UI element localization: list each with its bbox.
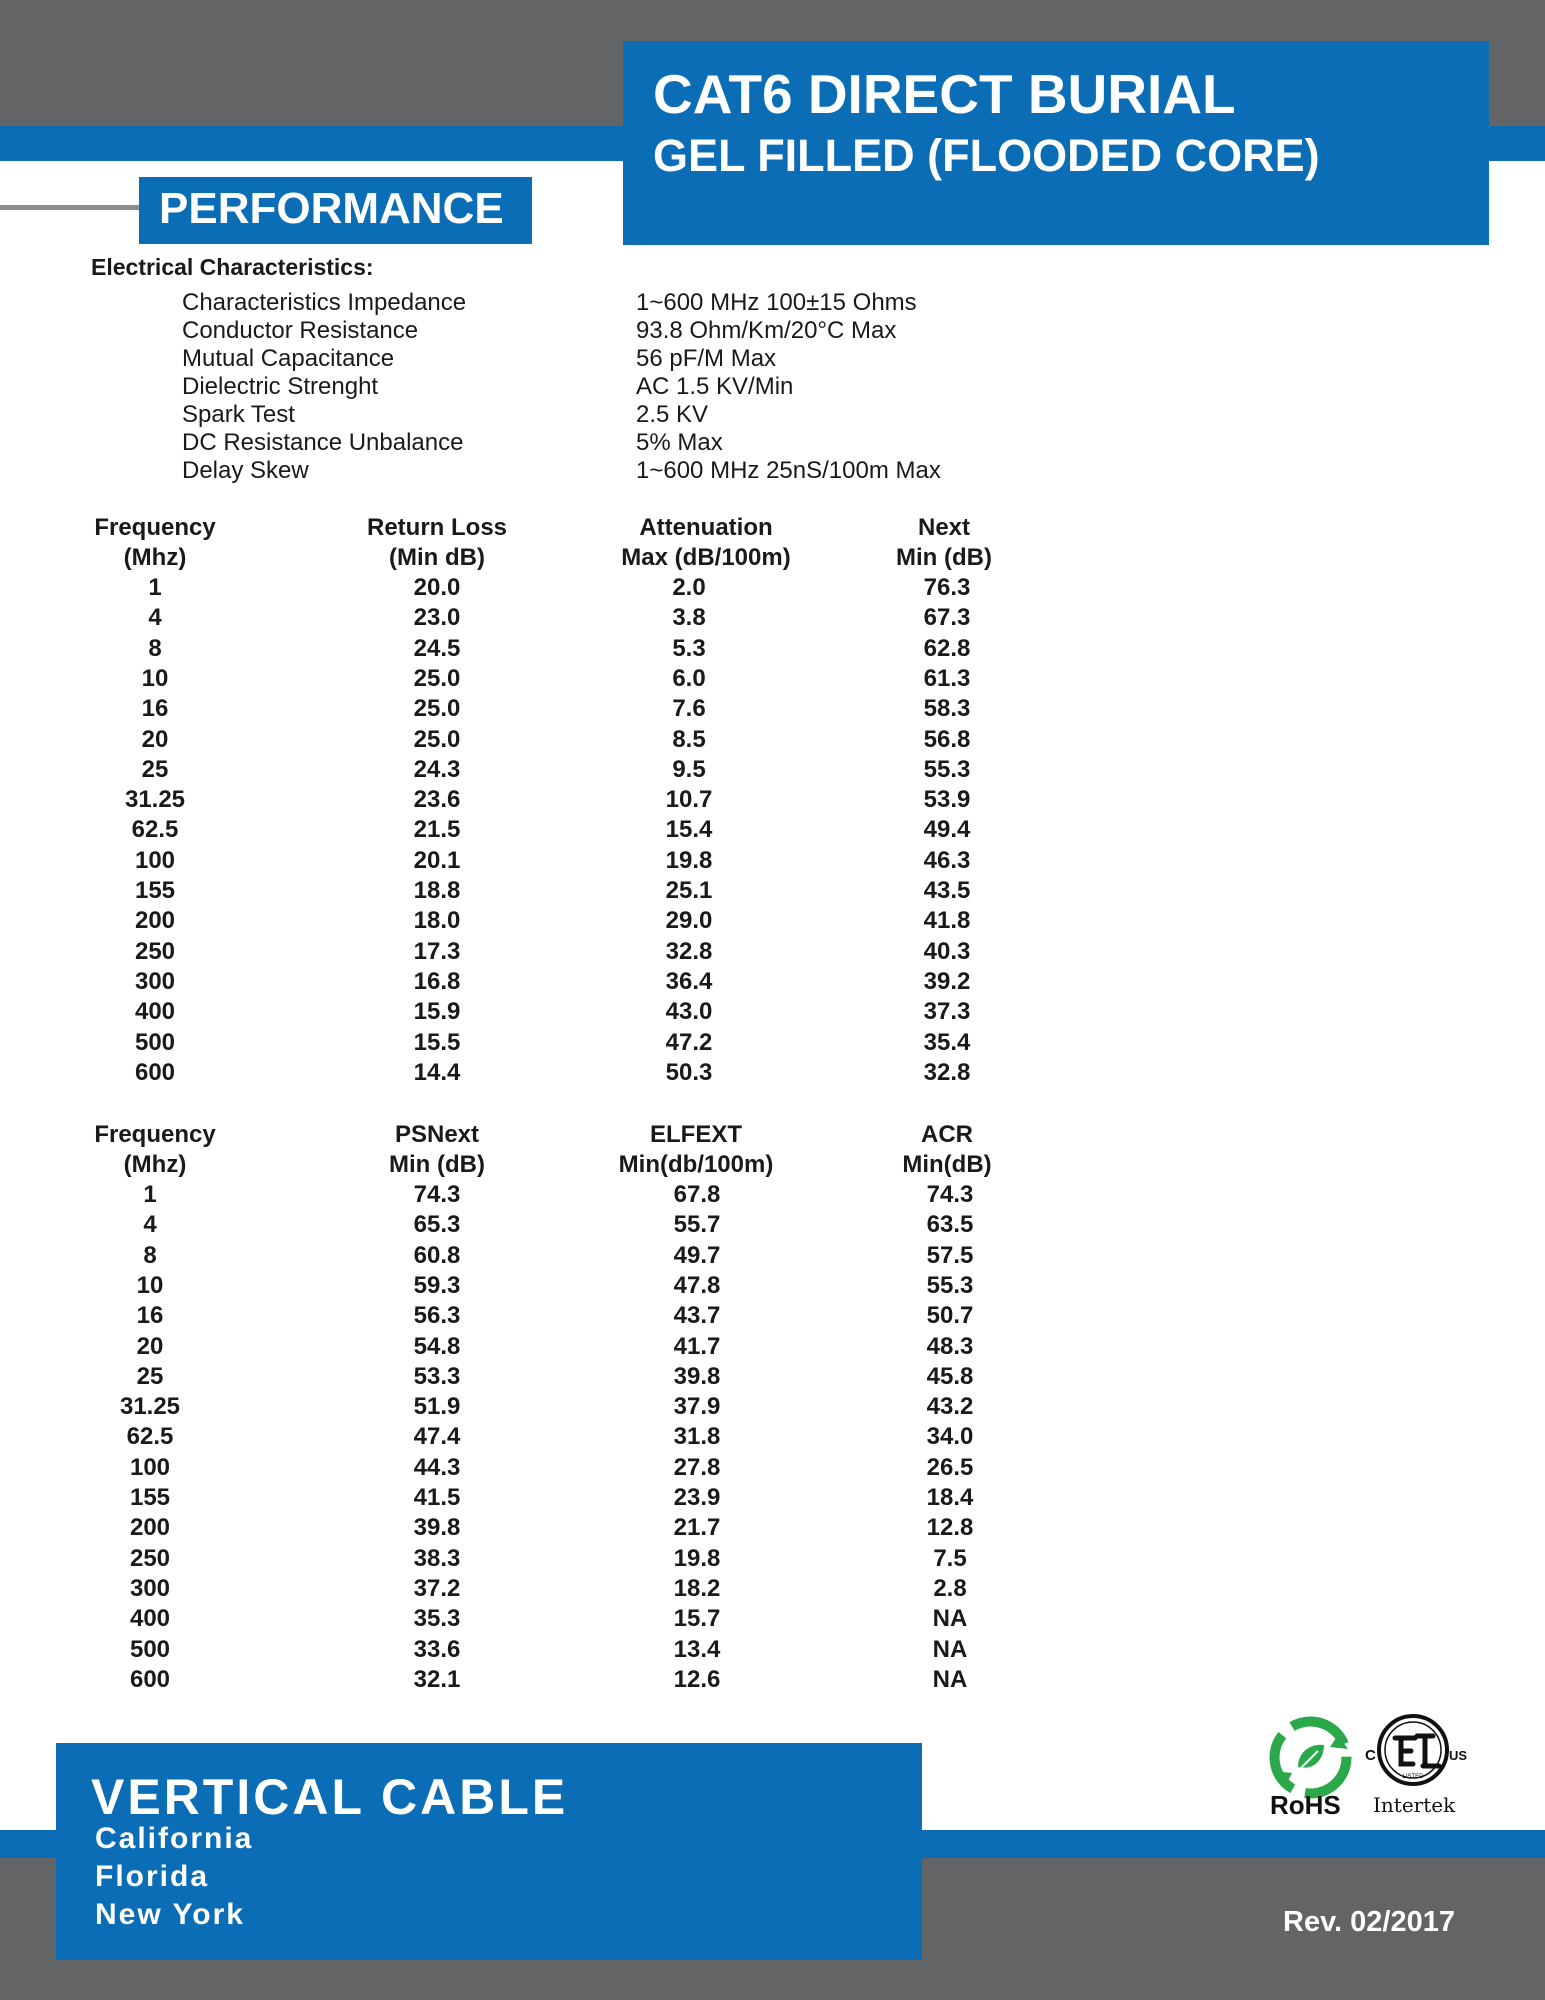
revision-label: Rev. 02/2017 — [1283, 1906, 1455, 1938]
table-cell: 55.7 — [673, 1211, 721, 1238]
table-cell: 60.8 — [413, 1242, 461, 1269]
table-cell: 67.3 — [923, 604, 971, 631]
table-cell: 2.8 — [933, 1575, 967, 1602]
table-cell: 155 — [129, 1484, 171, 1511]
table-cell: 25.0 — [413, 665, 461, 692]
table-cell: 53.9 — [923, 786, 971, 813]
table-cell: 38.3 — [413, 1545, 461, 1572]
table-cell: 250 — [134, 938, 176, 965]
table-cell: 20.1 — [413, 847, 461, 874]
table-cell: 155 — [134, 877, 176, 904]
table-cell: 49.4 — [923, 816, 971, 843]
table-cell: 67.8 — [673, 1181, 721, 1208]
table-cell: 27.8 — [673, 1454, 721, 1481]
column-header: Frequency — [94, 514, 216, 541]
table-cell: 47.4 — [413, 1423, 461, 1450]
table-cell: 53.3 — [413, 1363, 461, 1390]
spec-value: 5% Max — [636, 429, 723, 456]
electrical-heading: Electrical Characteristics: — [91, 254, 374, 280]
table-cell: 12.6 — [673, 1666, 721, 1693]
spec-name: Mutual Capacitance — [182, 345, 395, 372]
table-cell: 32.8 — [923, 1059, 971, 1086]
table-cell: 25.0 — [413, 726, 461, 753]
table-cell: 41.5 — [413, 1484, 461, 1511]
section-label: PERFORMANCE — [159, 184, 504, 233]
spec-name: Spark Test — [182, 401, 295, 428]
table-cell: 8 — [148, 635, 162, 662]
table-cell: 7.5 — [933, 1545, 967, 1572]
table-cell: 20.0 — [413, 574, 461, 601]
table-cell: 18.4 — [926, 1484, 974, 1511]
table-cell: 500 — [134, 1029, 176, 1056]
section-rule — [0, 205, 140, 210]
table-cell: 10 — [141, 665, 169, 692]
table-cell: 20 — [136, 1333, 164, 1360]
column-header: Max (dB/100m) — [621, 544, 791, 571]
table-cell: 31.8 — [673, 1423, 721, 1450]
table-cell: 35.4 — [923, 1029, 971, 1056]
table-cell: 47.2 — [665, 1029, 713, 1056]
table-cell: 18.8 — [413, 877, 461, 904]
table-cell: 47.8 — [673, 1272, 721, 1299]
table-cell: 50.3 — [665, 1059, 713, 1086]
table-cell: 3.8 — [672, 604, 706, 631]
table-cell: 25 — [136, 1363, 164, 1390]
column-header: ACR — [921, 1121, 973, 1148]
table-cell: 24.3 — [413, 756, 461, 783]
table-cell: 40.3 — [923, 938, 971, 965]
table-cell: 61.3 — [923, 665, 971, 692]
spec-name: DC Resistance Unbalance — [182, 429, 464, 456]
table-cell: 1 — [143, 1181, 157, 1208]
table-cell: 37.9 — [673, 1393, 721, 1420]
table-cell: NA — [932, 1605, 968, 1632]
etl-listed-icon — [1357, 1712, 1469, 1792]
table-cell: 8 — [143, 1242, 157, 1269]
table-cell: 37.2 — [413, 1575, 461, 1602]
table-cell: 400 — [129, 1605, 171, 1632]
table-cell: 59.3 — [413, 1272, 461, 1299]
table-cell: 6.0 — [672, 665, 706, 692]
table-cell: 20 — [141, 726, 169, 753]
table-cell: 100 — [129, 1454, 171, 1481]
column-header: Min(db/100m) — [618, 1151, 774, 1178]
table-cell: 5.3 — [672, 635, 706, 662]
table-cell: 10.7 — [665, 786, 713, 813]
table-cell: 9.5 — [672, 756, 706, 783]
table-cell: 21.7 — [673, 1514, 721, 1541]
table-cell: 36.4 — [665, 968, 713, 995]
table-cell: 24.5 — [413, 635, 461, 662]
table-cell: 34.0 — [926, 1423, 974, 1450]
column-header: Min (dB) — [389, 1151, 485, 1178]
table-cell: 200 — [129, 1514, 171, 1541]
column-header: Min (dB) — [896, 544, 992, 571]
table-cell: 15.4 — [665, 816, 713, 843]
table-cell: 50.7 — [926, 1302, 974, 1329]
table-cell: 300 — [129, 1575, 171, 1602]
table-cell: 49.7 — [673, 1242, 721, 1269]
table-cell: 600 — [129, 1666, 171, 1693]
table-cell: 62.5 — [126, 1423, 174, 1450]
table-cell: 55.3 — [923, 756, 971, 783]
table-cell: 55.3 — [926, 1272, 974, 1299]
etl-c-label: C — [1365, 1747, 1376, 1764]
column-header: (Mhz) — [123, 1151, 187, 1178]
table-cell: 10 — [136, 1272, 164, 1299]
table-cell: 7.6 — [672, 695, 706, 722]
table-cell: 43.2 — [926, 1393, 974, 1420]
table-cell: 65.3 — [413, 1211, 461, 1238]
table-cell: 74.3 — [926, 1181, 974, 1208]
table-cell: 43.5 — [923, 877, 971, 904]
table-cell: 76.3 — [923, 574, 971, 601]
column-header: ELFEXT — [649, 1121, 743, 1148]
table-cell: NA — [932, 1666, 968, 1693]
column-header: Frequency — [94, 1121, 216, 1148]
table-cell: 45.8 — [926, 1363, 974, 1390]
table-cell: 56.3 — [413, 1302, 461, 1329]
table-cell: 400 — [134, 998, 176, 1025]
spec-value: AC 1.5 KV/Min — [636, 373, 794, 400]
table-cell: 32.8 — [665, 938, 713, 965]
table-cell: 33.6 — [413, 1636, 461, 1663]
table-cell: 12.8 — [926, 1514, 974, 1541]
table-cell: 35.3 — [413, 1605, 461, 1632]
spec-value: 93.8 Ohm/Km/20°C Max — [636, 317, 897, 344]
table-cell: 23.0 — [413, 604, 461, 631]
column-header: (Mhz) — [123, 544, 187, 571]
table-cell: 250 — [129, 1545, 171, 1572]
table-cell: 29.0 — [665, 907, 713, 934]
table-cell: 100 — [134, 847, 176, 874]
location-new-york: New York — [95, 1898, 245, 1931]
table-cell: 44.3 — [413, 1454, 461, 1481]
table-cell: 4 — [148, 604, 162, 631]
table-cell: 600 — [134, 1059, 176, 1086]
table-cell: 18.0 — [413, 907, 461, 934]
spec-name: Conductor Resistance — [182, 317, 419, 344]
table-cell: 62.8 — [923, 635, 971, 662]
table-cell: 41.7 — [673, 1333, 721, 1360]
table-cell: 63.5 — [926, 1211, 974, 1238]
table-cell: 15.9 — [413, 998, 461, 1025]
page-title: CAT6 DIRECT BURIAL — [653, 63, 1236, 125]
table-cell: 25.0 — [413, 695, 461, 722]
location-california: California — [95, 1822, 254, 1855]
column-header: Attenuation — [639, 514, 773, 541]
table-cell: 300 — [134, 968, 176, 995]
table-cell: 56.8 — [923, 726, 971, 753]
table-cell: 23.6 — [413, 786, 461, 813]
table-cell: 37.3 — [923, 998, 971, 1025]
table-cell: 25.1 — [665, 877, 713, 904]
spec-value: 1~600 MHz 100±15 Ohms — [636, 289, 917, 316]
table-cell: 200 — [134, 907, 176, 934]
spec-value: 56 pF/M Max — [636, 345, 777, 372]
table-cell: 1 — [148, 574, 162, 601]
etl-listed-label: LISTED — [1402, 1774, 1424, 1780]
page-subtitle: GEL FILLED (FLOODED CORE) — [653, 130, 1320, 181]
column-header: (Min dB) — [389, 544, 485, 571]
table-cell: 16 — [141, 695, 169, 722]
rohs-recycle-icon — [1268, 1715, 1353, 1800]
column-header: Next — [917, 514, 971, 541]
table-cell: 16.8 — [413, 968, 461, 995]
table-cell: 62.5 — [131, 816, 179, 843]
table-cell: 31.25 — [119, 1393, 181, 1420]
table-cell: 39.8 — [413, 1514, 461, 1541]
table-cell: 15.7 — [673, 1605, 721, 1632]
table-cell: 57.5 — [926, 1242, 974, 1269]
table-cell: 19.8 — [673, 1545, 721, 1572]
intertek-label: Intertek — [1373, 1793, 1456, 1817]
table-cell: 23.9 — [673, 1484, 721, 1511]
table-cell: 51.9 — [413, 1393, 461, 1420]
location-florida: Florida — [95, 1860, 210, 1893]
table-cell: 48.3 — [926, 1333, 974, 1360]
table-cell: 18.2 — [673, 1575, 721, 1602]
table-cell: 14.4 — [413, 1059, 461, 1086]
column-header: PSNext — [394, 1121, 480, 1148]
table-cell: 43.0 — [665, 998, 713, 1025]
column-header: Min(dB) — [902, 1151, 992, 1178]
table-cell: 74.3 — [413, 1181, 461, 1208]
table-cell: 13.4 — [673, 1636, 721, 1663]
table-cell: 25 — [141, 756, 169, 783]
table-cell: 26.5 — [926, 1454, 974, 1481]
table-cell: 15.5 — [413, 1029, 461, 1056]
table-cell: 19.8 — [665, 847, 713, 874]
rohs-label: RoHS — [1270, 1790, 1341, 1820]
column-header: Return Loss — [366, 514, 508, 541]
table-cell: 43.7 — [673, 1302, 721, 1329]
table-cell: NA — [932, 1636, 968, 1663]
table-cell: 39.8 — [673, 1363, 721, 1390]
table-cell: 500 — [129, 1636, 171, 1663]
table-cell: 58.3 — [923, 695, 971, 722]
spec-name: Characteristics Impedance — [182, 289, 467, 316]
table-cell: 2.0 — [672, 574, 706, 601]
table-cell: 16 — [136, 1302, 164, 1329]
table-cell: 54.8 — [413, 1333, 461, 1360]
table-cell: 31.25 — [124, 786, 186, 813]
spec-value: 1~600 MHz 25nS/100m Max — [636, 457, 941, 484]
table-cell: 46.3 — [923, 847, 971, 874]
table-cell: 17.3 — [413, 938, 461, 965]
table-cell: 41.8 — [923, 907, 971, 934]
table-cell: 8.5 — [672, 726, 706, 753]
table-cell: 4 — [143, 1211, 157, 1238]
spec-name: Delay Skew — [182, 457, 309, 484]
company-name: VERTICAL CABLE — [91, 1769, 569, 1825]
spec-name: Dielectric Strenght — [182, 373, 379, 400]
table-cell: 32.1 — [413, 1666, 461, 1693]
table-cell: 39.2 — [923, 968, 971, 995]
table-cell: 21.5 — [413, 816, 461, 843]
spec-value: 2.5 KV — [636, 401, 709, 428]
etl-us-label: US — [1449, 1748, 1468, 1763]
